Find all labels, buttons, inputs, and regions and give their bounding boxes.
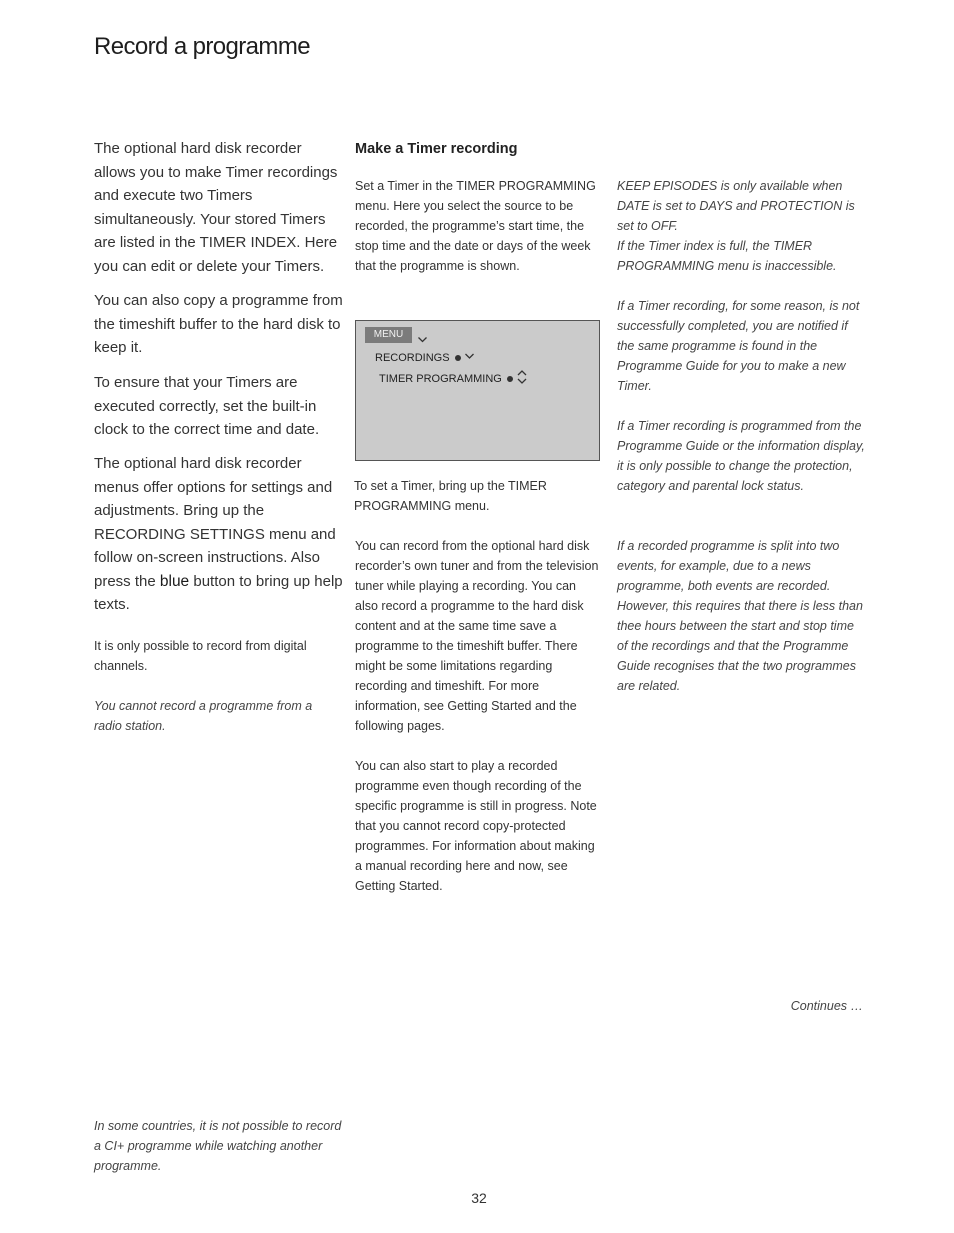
menu-tab: MENU (365, 327, 412, 343)
playback-paragraph: You can also start to play a recorded programme even though recording of the specific programme is still in progress. Note that you cannot record copy-protected programmes. For information about making a manual recording here and now, see Getting Started. (355, 759, 597, 893)
section-heading: Make a Timer recording (355, 141, 518, 157)
menu-caption: To set a Timer, bring up the TIMER PROGRAMMING menu. (354, 479, 547, 513)
chevron-down-icon (417, 334, 428, 345)
clock-paragraph: To ensure that your Timers are executed correctly, set the built-in clock to the correct time and date. (94, 374, 320, 438)
digital-note: It is only possible to record from digital channels. (94, 639, 307, 673)
dot-icon (455, 355, 461, 361)
dot-icon (507, 376, 513, 382)
menu-item-timer-programming (379, 369, 528, 385)
chevron-down-icon (464, 351, 475, 362)
blue-button-word: blue (159, 572, 190, 590)
menu-item-recordings-label: RECORDINGS (375, 352, 450, 364)
chevron-up-down-icon (516, 369, 528, 385)
programme-guide-note: If a Timer recording is programmed from the Programme Guide or the information display, it is only possible to change the protection, category and parental lock status. (617, 419, 865, 493)
continues-label: Continues … (790, 999, 863, 1013)
page-number: 32 (471, 1190, 487, 1206)
timer-intro-paragraph: Set a Timer in the TIMER PROGRAMMING menu. Here you select the source to be recorded, the programme’s start time, the stop time and the date or days of the week that the programme is shown. (355, 179, 596, 273)
copy-paragraph: You can also copy a programme from the timeshift buffer to the hard disk to keep it. (94, 292, 343, 356)
settings-text-before: The optional hard disk recorder menus offer options for settings and adjustments. Bring up the RECORDING SETTINGS menu and follow on-screen instructions. Also press the (94, 455, 336, 590)
keep-episodes-note: KEEP EPISODES is only available when DATE is set to DAYS and PROTECTION is set to OFF. (617, 179, 855, 233)
ci-plus-note: In some countries, it is not possible to record a CI+ programme while watching another programme. (94, 1119, 342, 1173)
settings-text-after: button to bring up help texts. (94, 572, 343, 613)
failed-recording-note: If a Timer recording, for some reason, is not successfully completed, you are notified if the same programme is found in the Programme Guide for you to make a new Timer. (617, 299, 860, 393)
intro-paragraph: The optional hard disk recorder allows you to make Timer recordings and execute two Timers simultaneously. Your stored Timers are listed in the TIMER INDEX. Here you can edit or delete your Timers. (94, 140, 338, 275)
menu-item-timer-programming-label: TIMER PROGRAMMING (379, 373, 502, 385)
timer-index-full-note: If the Timer index is full, the TIMER PROGRAMMING menu is inaccessible. (617, 239, 837, 273)
menu-item-recordings (375, 351, 475, 364)
page-title: Record a programme (94, 33, 310, 60)
menu-screen-illustration (355, 320, 600, 461)
split-programme-note: If a recorded programme is split into two events, for example, due to a news programme, both events are recorded. However, this requires that there is less than thee hours between the start and stop time of the recordings and that the Programme Guide recognises that the two programmes are related. (617, 539, 863, 693)
radio-note: You cannot record a programme from a radio station. (94, 699, 313, 733)
settings-paragraph (94, 452, 344, 617)
tuner-paragraph: You can record from the optional hard disk recorder’s own tuner and from the television tuner while playing a recording. You can also record a programme to the hard disk content and at the same time save a programme to the timeshift buffer. There might be some limitations regarding recording and timeshift. For more information, see Getting Started and the following pages. (355, 539, 599, 733)
